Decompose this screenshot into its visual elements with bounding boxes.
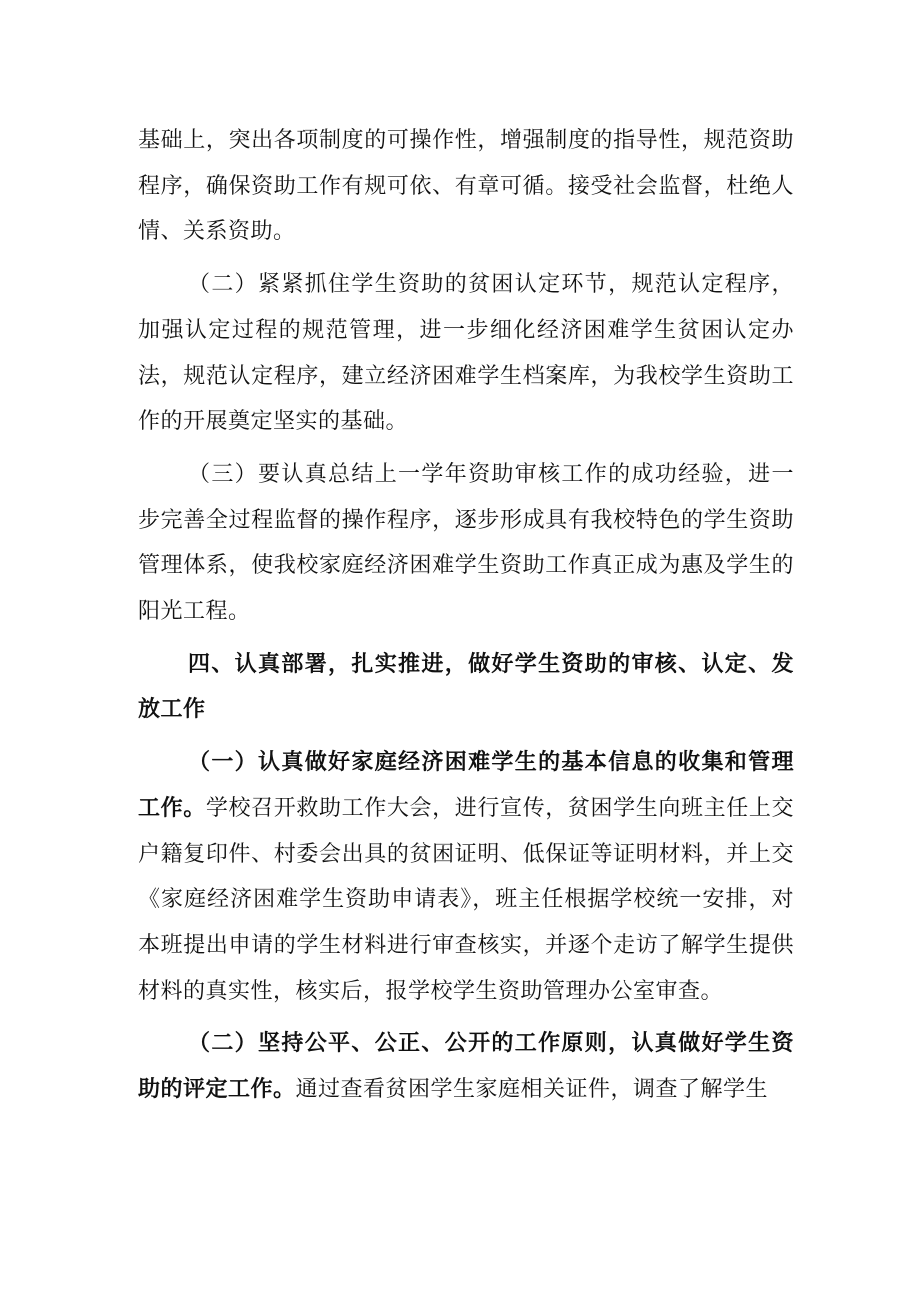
paragraph-5 — [138, 740, 794, 1014]
paragraph-3-text: （三）要认真总结上一学年资助审核工作的成功经验，进一步完善全过程监督的操作程序，逐步形成具有我校特色的学生资助管理体系，使我校家庭经济困难学生资助工作真正成为惠及学生的阳光工程。 — [138, 461, 794, 625]
section-4-heading-text: 四、认真部署，扎实推进，做好学生资助的审核、认定、发放工作 — [138, 651, 794, 723]
paragraph-5-lead: （一）认真做好家庭经济困难学生的基本信息的收集和管理工作。 — [138, 750, 794, 821]
paragraph-3 — [138, 452, 794, 635]
paragraph-6-lead: （二）坚持公平、公正、公开的工作原则，认真做好学生资助的评定工作。 — [138, 1031, 794, 1103]
paragraph-2 — [138, 262, 794, 445]
paragraph-6-body: 通过查看贫困学生家庭相关证件，调查了解学生 — [295, 1077, 769, 1103]
paragraph-5-body: 学校召开救助工作大会，进行宣传，贫困学生向班主任上交户籍复印件、村委会出具的贫困证明、低保证等证明材料，并上交《家庭经济困难学生资助申请表》，班主任根据学校统一安排，对本班提出申请的学生材料进行审查核实，并逐个走访了解学生提供材料的真实性，核实后，报学校学生资助管理办公室审查。 — [138, 795, 794, 1004]
paragraph-1-text: 基础上，突出各项制度的可操作性，增强制度的指导性，规范资助程序，确保资助工作有规可依、有章可循。接受社会监督，杜绝人情、关系资助。 — [138, 128, 794, 245]
section-4-heading — [138, 642, 794, 733]
paragraph-1 — [138, 118, 794, 255]
document-body — [138, 118, 794, 1120]
paragraph-6 — [138, 1021, 794, 1112]
paragraph-2-text: （二）紧紧抓住学生资助的贫困认定环节，规范认定程序，加强认定过程的规范管理，进一步细化经济困难学生贫困认定办法，规范认定程序，建立经济困难学生档案库，为我校学生资助工作的开展奠定坚实的基础。 — [138, 272, 794, 435]
